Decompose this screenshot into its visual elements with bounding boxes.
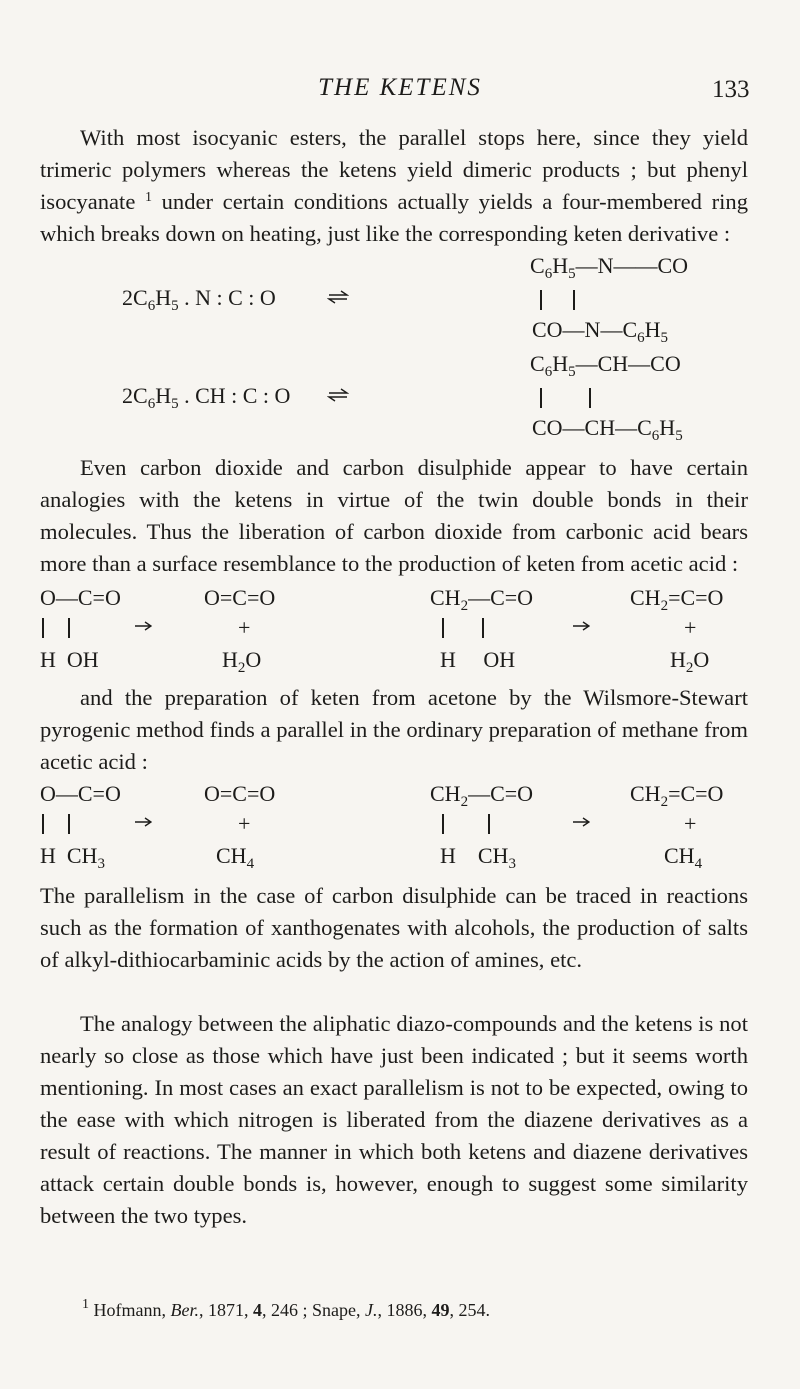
footnote-volume: 49 bbox=[431, 1300, 450, 1320]
paragraph-2: Even carbon dioxide and carbon disulphide appear to have certain analogies with the ketens in virtue of the twin double bonds in their molecules. Thus the liberation of carbon dioxide from carbonic acid bears more than a surface resemblance to the production of keten from acetic acid : bbox=[40, 455, 748, 576]
paragraph-4: The parallelism in the case of carbon disulphide can be traced in reactions such as the formation of xanthogenates with alcohols, the production of salts of alkyl-dithiocarbaminic acids by the action of amines, etc. bbox=[40, 883, 748, 972]
formula-methane: $CH_4$ bbox=[664, 843, 703, 872]
bond-line bbox=[482, 618, 484, 638]
formula-keten: $CH_2=C=O$ bbox=[630, 585, 724, 614]
formula-h-oh: H OH bbox=[440, 647, 516, 672]
bond-line bbox=[68, 618, 70, 638]
paragraph-5: The analogy between the aliphatic diazo-compounds and the ketens is not nearly so close as those which have just been indicated ; but it seems worth mentioning. In most cases an exact parallelism is not to be expected, owing to the ease with which nitrogen is liberated from the diazene derivatives as a result of reactions. The manner in which both ketens and diazene derivatives attack certain double bonds is, however, enough to suggest some similarity between the two types. bbox=[40, 1011, 748, 1228]
formula-acetic-acid: $CH_2—C=O$ bbox=[430, 585, 534, 614]
reaction-arrow bbox=[572, 621, 590, 631]
formula-h-ch3: H $CH_3$ bbox=[40, 843, 105, 872]
formula-ring-top: $C_6H_5—CH—CO$ bbox=[530, 351, 681, 380]
formula-water: $H_2O$ bbox=[222, 647, 262, 676]
footnote-text: , 1871, bbox=[198, 1300, 253, 1320]
paragraph-3: and the preparation of keten from acetone by the Wilsmore-Stewart pyrogenic method finds a parallel in the ordinary preparation of methane from acetic acid : bbox=[40, 685, 748, 774]
paragraph-1-text-end: under certain conditions actually yields a four-membered ring which breaks down on heating, just like the corresponding keten derivative : bbox=[40, 189, 748, 246]
reaction-arrow bbox=[134, 817, 152, 827]
plus-sign: + bbox=[238, 615, 251, 640]
reaction-arrow bbox=[134, 621, 152, 631]
reaction-arrow bbox=[572, 817, 590, 827]
footnote-text: , 1886, bbox=[377, 1300, 432, 1320]
formula-water: $H_2O$ bbox=[670, 647, 710, 676]
formula-carbonic-acid: O—C=O bbox=[40, 585, 121, 610]
formula-ring-bottom: $CO—N—C_6H_5$ bbox=[532, 317, 669, 346]
bond-line bbox=[68, 814, 70, 834]
formula-ring-bottom: $CO—CH—C_6H_5$ bbox=[532, 415, 683, 444]
formula-monomer: $2C_6H_5$ . CH : C : O bbox=[122, 383, 291, 412]
plus-sign: + bbox=[238, 811, 251, 836]
footnote-journal: Ber. bbox=[170, 1300, 199, 1320]
bond-line bbox=[573, 290, 575, 310]
formula-carbon-dioxide: O=C=O bbox=[204, 781, 276, 806]
paragraph-1-text: With most isocyanic esters, the parallel stops here, since they yield trimeric polymers whereas the ketens yield dimeric products ; but phenyl isocyanate bbox=[40, 125, 748, 214]
formula-keten: $CH_2=C=O$ bbox=[630, 781, 724, 810]
bond-line bbox=[442, 814, 444, 834]
formula-monomer: $2C_6H_5$ . N : C : O bbox=[122, 285, 276, 314]
bond-line bbox=[540, 290, 542, 310]
plus-sign: + bbox=[684, 615, 697, 640]
footnote-journal: J. bbox=[364, 1300, 378, 1320]
footnote-volume: 4 bbox=[252, 1300, 262, 1320]
page-number: 133 bbox=[712, 76, 750, 103]
formula-methane: $CH_4$ bbox=[216, 843, 255, 872]
bond-line bbox=[589, 388, 591, 408]
footnote-ref: 1 bbox=[144, 190, 152, 205]
formula-h-ch3: H $CH_3$ bbox=[440, 843, 516, 872]
footnote-text: , 246 ; Snape, bbox=[261, 1300, 365, 1320]
formula-h-oh: H OH bbox=[40, 647, 99, 672]
footnote-text: Hofmann, bbox=[89, 1300, 171, 1320]
formula-ring-top: $C_6H_5—N——CO$ bbox=[530, 253, 689, 282]
bond-line bbox=[488, 814, 490, 834]
footnote bbox=[82, 1297, 490, 1321]
running-head: THE KETENS bbox=[318, 74, 482, 101]
formula-acetic-acid: O—C=O bbox=[40, 781, 121, 806]
bond-line bbox=[442, 618, 444, 638]
formula-acetone: $CH_2—C=O$ bbox=[430, 781, 534, 810]
equilibrium-arrow bbox=[327, 388, 349, 402]
footnote-marker: 1 bbox=[82, 1297, 89, 1312]
equilibrium-arrow bbox=[327, 290, 349, 304]
bond-line bbox=[42, 618, 44, 638]
footnote-text: , 254. bbox=[449, 1300, 490, 1320]
bond-line bbox=[540, 388, 542, 408]
bond-line bbox=[42, 814, 44, 834]
plus-sign: + bbox=[684, 811, 697, 836]
paragraph-1 bbox=[40, 122, 748, 250]
formula-carbon-dioxide: O=C=O bbox=[204, 585, 276, 610]
